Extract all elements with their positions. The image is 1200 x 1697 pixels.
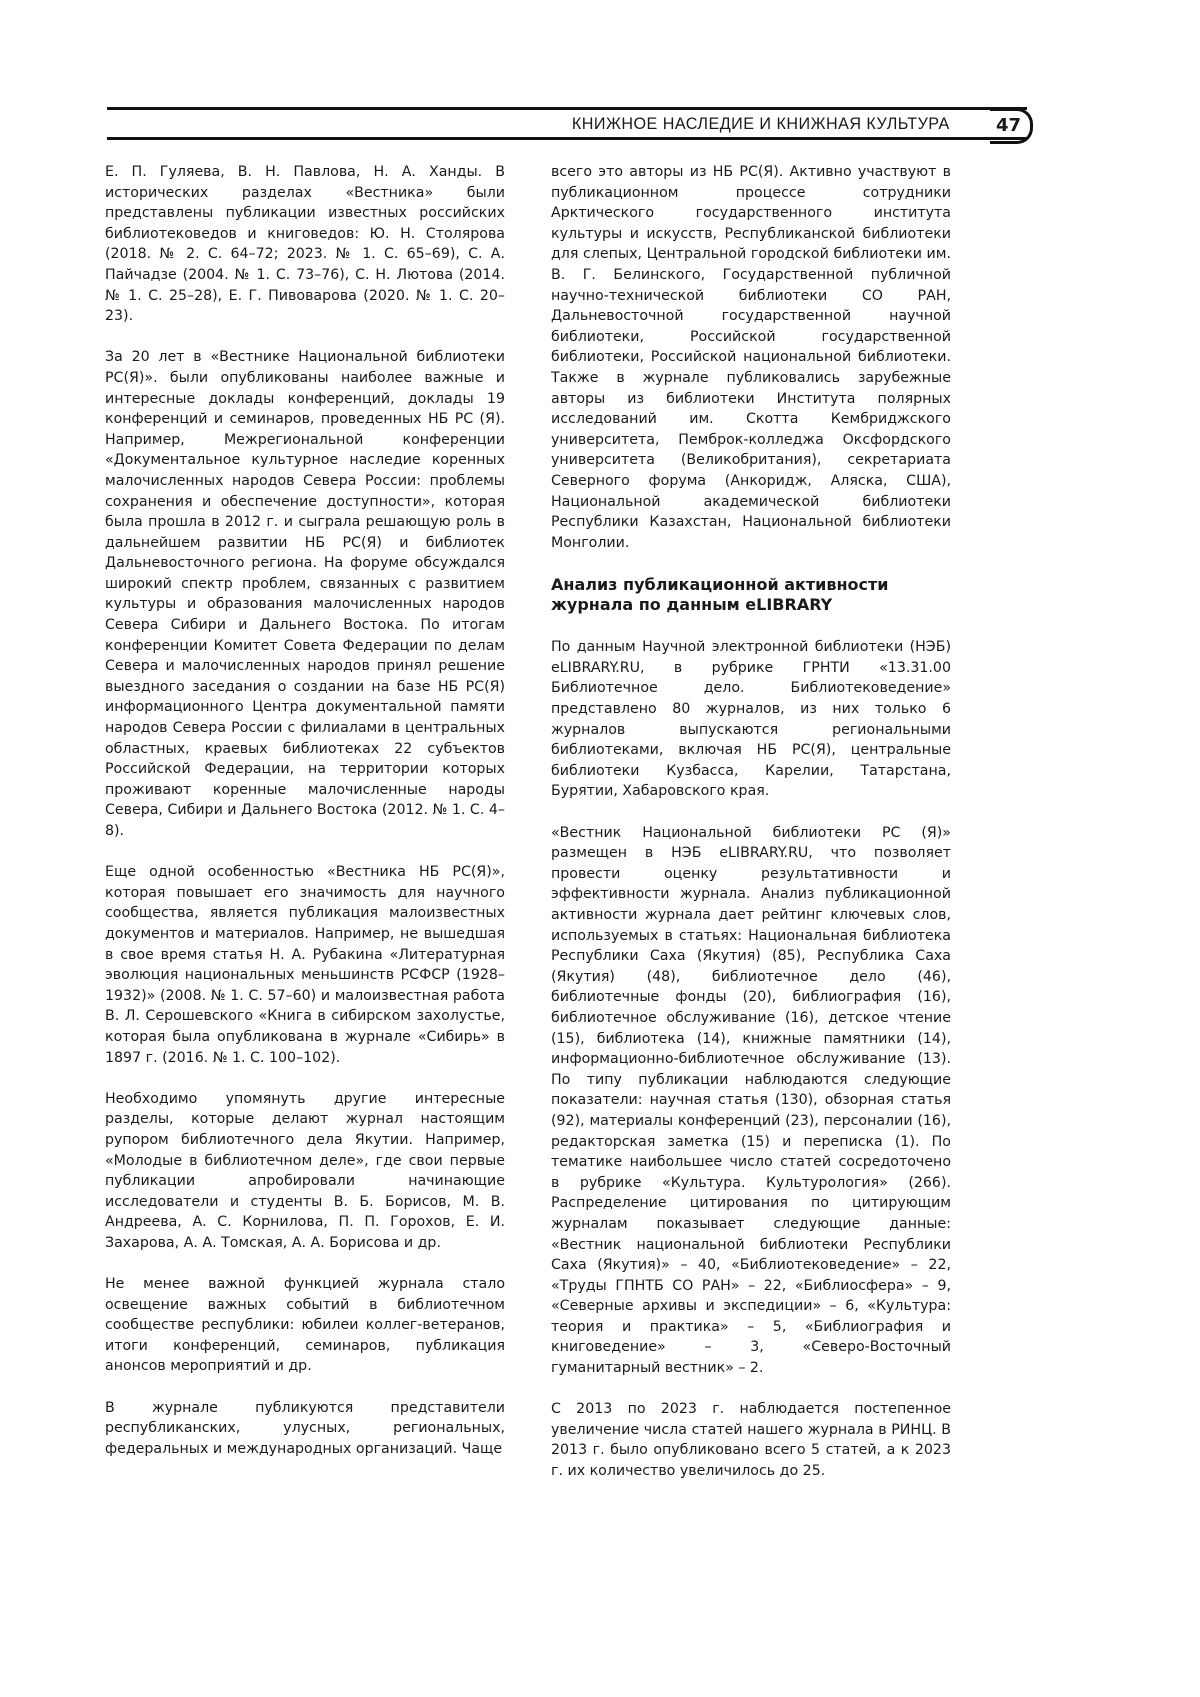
page-number-tab xyxy=(990,108,1033,144)
paragraph: За 20 лет в «Вестнике Национальной библиотеки РС(Я)». были опубликованы наиболее важные и интересные доклады конференций, доклады 19 конференций и семинаров, проведенных НБ РС (Я). Например, Межрегиональной конференции «Документальное культурное наследие коренных малочисленных народов Севера России: проблемы сохранения и обеспечение доступности», которая была прошла в 2012 г. и сыграла решающую роль в дальнейшем развитии НБ РС(Я) и библиотек Дальневосточного региона. На форуме обсуждался широкий спектр проблем, связанных с развитием культуры и образования малочисленных народов Севера Сибири и Дальнего Востока. По итогам конференции Комитет Совета Федерации по делам Севера и малочисленных народов принял решение выездного заседания о создании на базе НБ РС(Я) информационного Центра документальной памяти народов Севера России с филиалами в центральных областных, краевых библиотеках 22 субъектов Российской Федерации, на территории которых проживают коренные малочисленные народы Севера, Сибири и Дальнего Востока (2012. № 1. С. 4–8). xyxy=(105,347,505,841)
paragraph: В журнале публикуются представители республиканских, улусных, региональных, федеральных и международных организаций. Чаще xyxy=(105,1398,505,1460)
paragraph: Необходимо упомянуть другие интересные разделы, которые делают журнал настоящим рупором библиотечного дела Якутии. Например, «Молодые в библиотечном деле», где свои первые публикации апробировали начинающие исследователи и студенты В. Б. Борисов, М. В. Андреева, А. С. Корнилова, П. П. Горохов, Е. И. Захарова, А. А. Томская, А. А. Борисова и др. xyxy=(105,1089,505,1254)
section-heading: Анализ публикационной активности журнала по данным eLIBRARY xyxy=(551,575,951,615)
right-column xyxy=(551,162,951,1502)
paragraph: Е. П. Гуляева, В. Н. Павлова, Н. А. Ханды. В исторических разделах «Вестника» были представлены публикации известных российских библиотековедов и книговедов: Ю. Н. Столярова (2018. № 2. С. 64–72; 2023. № 1. С. 65–69), С. А. Пайчадзе (2004. № 1. С. 73–76), С. Н. Лютова (2014. № 1. С. 25–28), Е. Г. Пивоварова (2020. № 1. С. 20–23). xyxy=(105,162,505,327)
header-bottom-rule xyxy=(107,137,1027,140)
left-column xyxy=(105,162,505,1480)
paragraph: «Вестник Национальной библиотеки РС (Я)» размещен в НЭБ eLIBRARY.RU, что позволяет провести оценку результативности и эффективности журнала. Анализ публикационной активности журнала дает рейтинг ключевых слов, используемых в статьях: Национальная библиотека Республики Саха (Якутия) (85), Республика Саха (Якутия) (48), библиотечное дело (46), библиотечные фонды (20), библиография (16), библиотечное обслуживание (16), детское чтение (15), библиотека (14), книжные памятники (14), информационно-библиотечное обслуживание (13). По типу публикации наблюдаются следующие показатели: научная статья (130), обзорная статья (92), материалы конференций (23), персоналии (16), редакторская заметка (15) и переписка (1). По тематике наибольшее число статей сосредоточено в рубрике «Культура. Культурология» (266). Распределение цитирования по цитирующим журналам показывает следующие данные: «Вестник национальной библиотеки Республики Саха (Якутия)» – 40, «Библиотековедение» – 22, «Труды ГПНТБ СО РАН» – 22, «Библиосфера» – 9, «Северные архивы и экспедиции» – 6, «Культура: теория и практика» – 5, «Библиография и книговедение» – 3, «Северо-Восточный гуманитарный вестник» – 2. xyxy=(551,823,951,1379)
paragraph: С 2013 по 2023 г. наблюдается постепенное увеличение числа статей нашего журнала в РИНЦ. В 2013 г. было опубликовано всего 5 статей, а к 2023 г. их количество увеличилось до 25. xyxy=(551,1399,951,1481)
paragraph: всего это авторы из НБ РС(Я). Активно участвуют в публикационном процессе сотрудники Арктического государственного института культуры и искусств, Республиканской библиотеки для слепых, Центральной городской библиотеки им. В. Г. Белинского, Государственной публичной научно-технической библиотеки СО РАН, Дальневосточной государственной научной библиотеки, Российской государственной библиотеки, Российской национальной библиотеки. Также в журнале публиковались зарубежные авторы из библиотеки Института полярных исследований им. Скотта Кембриджского университета, Пемброк-колледжа Оксфордского университета (Великобритания), секретариата Северного форума (Анкоридж, Аляска, США), Национальной академической библиотеки Республики Казахстан, Национальной библиотеки Монголии. xyxy=(551,162,951,553)
header-top-rule xyxy=(107,107,1027,110)
paragraph: По данным Научной электронной библиотеки (НЭБ) eLIBRARY.RU, в рубрике ГРНТИ «13.31.00 Библиотечное дело. Библиотековедение» представлено 80 журналов, из них только 6 журналов выпускаются региональными библиотеками, включая НБ РС(Я), центральные библиотеки Кузбасса, Карелии, Татарстана, Бурятии, Хабаровского края. xyxy=(551,637,951,802)
paragraph: Не менее важной функцией журнала стало освещение важных событий в библиотечном сообществе республики: юбилеи коллег-ветеранов, итоги конференций, семинаров, публикация анонсов мероприятий и др. xyxy=(105,1274,505,1377)
page-number: 47 xyxy=(996,115,1021,136)
running-title: КНИЖНОЕ НАСЛЕДИЕ И КНИЖНАЯ КУЛЬТУРА xyxy=(572,114,950,134)
paragraph: Еще одной особенностью «Вестника НБ РС(Я)», которая повышает его значимость для научного сообщества, является публикация малоизвестных документов и материалов. Например, не вышедшая в свое время статья Н. А. Рубакина «Литературная эволюция национальных меньшинств РСФСР (1928–1932)» (2008. № 1. С. 57–60) и малоизвестная работа В. Л. Серошевского «Книга в сибирском захолустье, которая была опубликована в журнале «Сибирь» в 1897 г. (2016. № 1. С. 100–102). xyxy=(105,862,505,1068)
